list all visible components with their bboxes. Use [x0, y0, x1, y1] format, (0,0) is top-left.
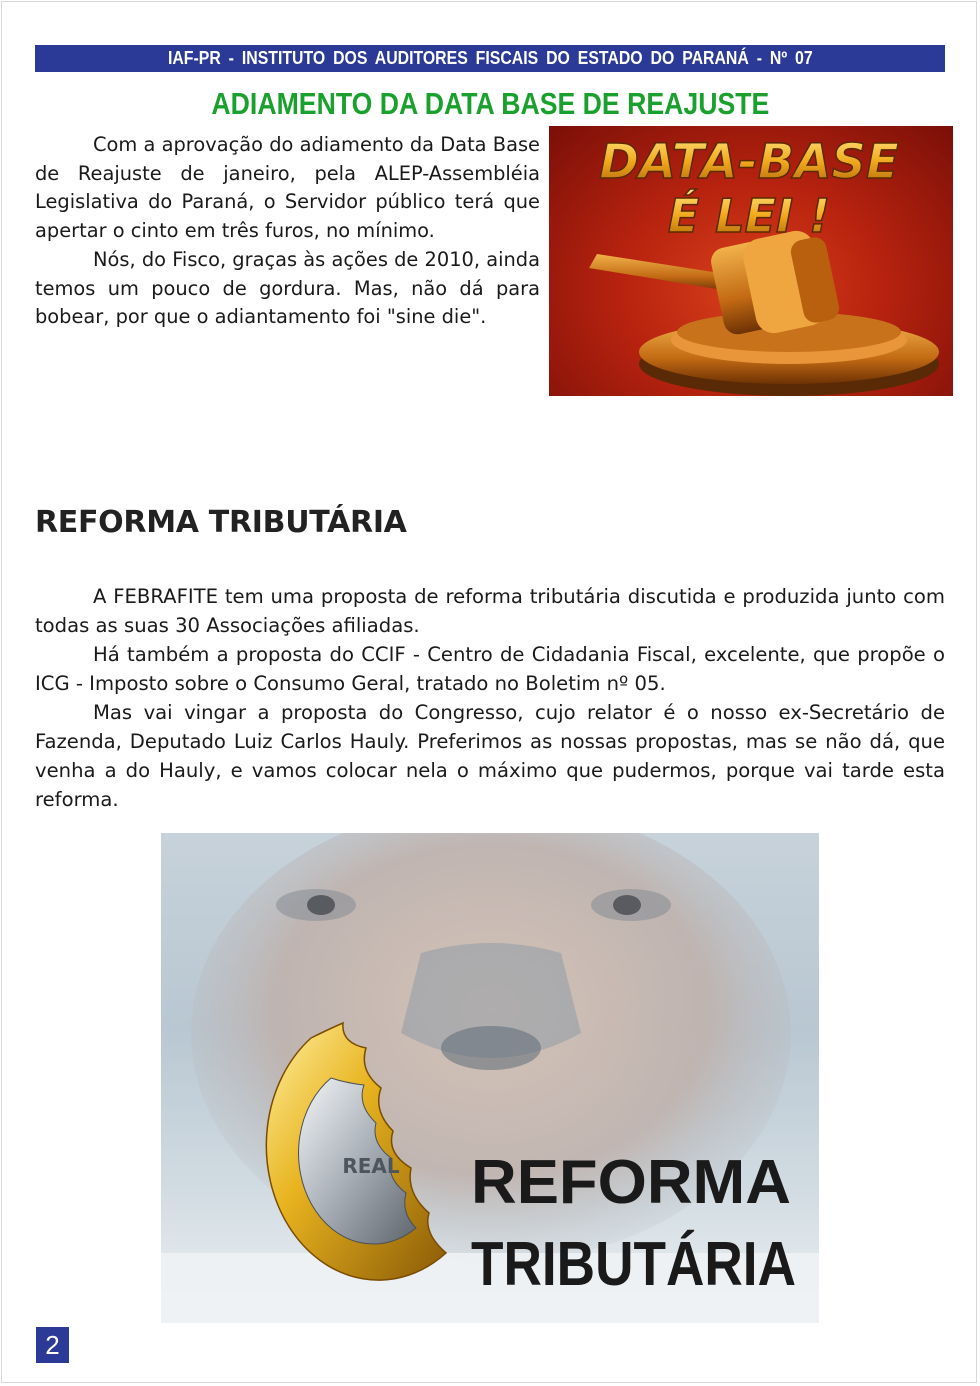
article-title-text: ADIAMENTO DA DATA BASE DE REAJUSTE [211, 86, 769, 121]
data-base-gavel-image [549, 126, 953, 396]
image-text-data-base: DATA-BASE [599, 134, 899, 190]
reforma-tributaria-lion-coin-image [161, 833, 819, 1323]
gavel-illustration [549, 126, 953, 396]
article-body-reforma [35, 582, 945, 814]
image-text-reforma: REFORMA [471, 1148, 791, 1217]
article-title-reforma: REFORMA TRIBUTÁRIA [35, 505, 407, 540]
article-title-data-base [35, 86, 945, 122]
article-body-data-base [35, 131, 540, 332]
header-banner-text: IAF-PR - INSTITUTO DOS AUDITORES FISCAIS DO ESTADO DO PARANÁ - Nº 07 [167, 48, 813, 68]
paragraph: Nós, do Fisco, graças às ações de 2010, ainda temos um pouco de gordura. Mas, não dá para bobear, por que o adiantamento foi "sine die". [35, 247, 540, 329]
paragraph: Há também a proposta do CCIF - Centro de Cidadania Fiscal, excelente, que propõe o ICG - Imposto sobre o Consumo Geral, tratado no Boletim nº 05. [35, 643, 945, 695]
lion-coin-illustration [161, 833, 819, 1323]
image-text-tributaria: TRIBUTÁRIA [471, 1230, 796, 1299]
page-number: 2 [36, 1327, 69, 1363]
paragraph: Com a aprovação do adiamento da Data Base de Reajuste de janeiro, pela ALEP-Assembléia Legislativa do Paraná, o Servidor público terá que apertar o cinto em três furos, no mínimo. [35, 133, 540, 243]
paragraph: Mas vai vingar a proposta do Congresso, cujo relator é o nosso ex-Secretário de Fazenda, Deputado Luiz Carlos Hauly. Preferimos as nossas propostas, mas se não dá, que venha a do Hauly, e vamos colocar nela o máximo que pudermos, porque vai tarde esta reforma. [35, 701, 945, 811]
image-text-e-lei: É LEI ! [667, 189, 831, 243]
newsletter-header-banner [35, 45, 945, 72]
coin-text: REAL [342, 1154, 400, 1178]
paragraph: A FEBRAFITE tem uma proposta de reforma tributária discutida e produzida junto com todas as suas 30 Associações afiliadas. [35, 585, 945, 637]
